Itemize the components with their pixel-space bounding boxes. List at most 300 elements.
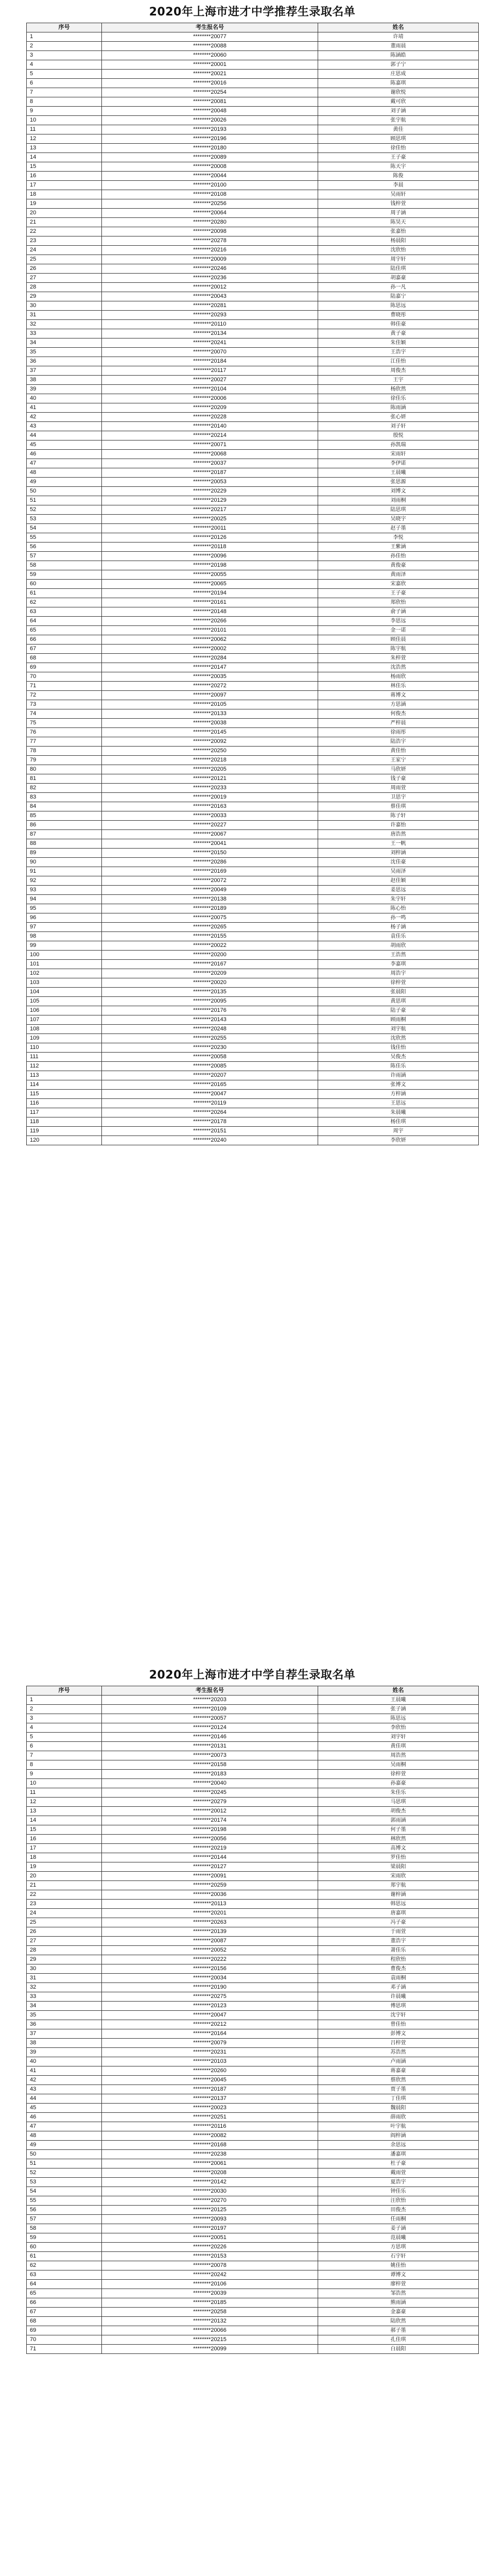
row-seq: 54 (27, 2187, 102, 2196)
row-seq: 38 (27, 376, 102, 385)
row-reg-no: ********20203 (102, 1696, 318, 1705)
row-seq: 66 (27, 635, 102, 645)
row-reg-no: ********20151 (102, 1127, 318, 1136)
table-row (27, 923, 479, 932)
table-row (27, 440, 479, 450)
row-seq: 34 (27, 338, 102, 348)
row-name: 唐浩然 (318, 830, 479, 839)
row-reg-no: ********20002 (102, 645, 318, 654)
row-seq: 20 (27, 1872, 102, 1881)
row-seq: 33 (27, 1992, 102, 2002)
row-seq: 24 (27, 246, 102, 255)
row-name: 廖梓萱 (318, 2280, 479, 2289)
row-seq: 10 (27, 116, 102, 125)
row-name: 高博文 (318, 1844, 479, 1853)
row-reg-no: ********20215 (102, 2335, 318, 2345)
row-name: 陈涵皓 (318, 51, 479, 60)
header-name: 姓名 (318, 23, 479, 32)
row-seq: 17 (27, 181, 102, 190)
row-seq: 19 (27, 199, 102, 209)
row-reg-no: ********20254 (102, 88, 318, 97)
table-row (27, 969, 479, 978)
row-seq: 29 (27, 1955, 102, 1964)
row-seq: 6 (27, 79, 102, 88)
row-seq: 34 (27, 2002, 102, 2011)
row-reg-no: ********20140 (102, 422, 318, 431)
row-reg-no: ********20057 (102, 1714, 318, 1723)
table-row (27, 811, 479, 821)
row-seq: 106 (27, 1006, 102, 1015)
table-row (27, 79, 479, 88)
row-reg-no: ********20142 (102, 2178, 318, 2187)
row-reg-no: ********20156 (102, 1964, 318, 1974)
row-seq: 16 (27, 172, 102, 181)
row-seq: 12 (27, 134, 102, 144)
table-row (27, 274, 479, 283)
row-reg-no: ********20025 (102, 515, 318, 524)
table-row (27, 1825, 479, 1835)
row-name: 何子墨 (318, 1825, 479, 1835)
row-name: 邹浩然 (318, 2289, 479, 2298)
row-reg-no: ********20226 (102, 2243, 318, 2252)
row-name: 卢雨涵 (318, 2057, 479, 2066)
row-reg-no: ********20134 (102, 329, 318, 338)
row-reg-no: ********20275 (102, 1992, 318, 2002)
row-seq: 103 (27, 978, 102, 988)
row-reg-no: ********20016 (102, 79, 318, 88)
row-reg-no: ********20085 (102, 1062, 318, 1071)
row-seq: 45 (27, 440, 102, 450)
row-seq: 64 (27, 2280, 102, 2289)
row-seq: 79 (27, 756, 102, 765)
row-name: 沈宇轩 (318, 2011, 479, 2020)
row-seq: 62 (27, 598, 102, 607)
table-row (27, 1992, 479, 2002)
table-row (27, 1062, 479, 1071)
table-row (27, 1779, 479, 1788)
row-seq: 78 (27, 747, 102, 756)
row-seq: 52 (27, 505, 102, 515)
row-reg-no: ********20101 (102, 626, 318, 635)
row-seq: 111 (27, 1053, 102, 1062)
header-name: 姓名 (318, 1686, 479, 1696)
row-name: 周雨萱 (318, 784, 479, 793)
row-reg-no: ********20027 (102, 376, 318, 385)
row-reg-no: ********20231 (102, 2048, 318, 2057)
row-seq: 21 (27, 218, 102, 227)
row-reg-no: ********20259 (102, 1881, 318, 1890)
table-row (27, 747, 479, 756)
row-name: 方梓涵 (318, 1090, 479, 1099)
row-seq: 31 (27, 311, 102, 320)
row-seq: 5 (27, 70, 102, 79)
row-seq: 36 (27, 357, 102, 366)
row-name: 薛雨欣 (318, 2113, 479, 2122)
row-name: 石宇轩 (318, 2252, 479, 2261)
row-reg-no: ********20212 (102, 2020, 318, 2029)
table-row (27, 172, 479, 181)
table-row (27, 505, 479, 515)
row-seq: 25 (27, 1918, 102, 1927)
row-name: 蔡欣然 (318, 2076, 479, 2085)
row-reg-no: ********20039 (102, 2289, 318, 2298)
row-name: 孙嘉豪 (318, 1779, 479, 1788)
row-reg-no: ********20105 (102, 700, 318, 709)
row-name: 姜思远 (318, 886, 479, 895)
row-name: 刘子轩 (318, 422, 479, 431)
row-seq: 50 (27, 487, 102, 496)
table-row (27, 626, 479, 635)
table-row (27, 2085, 479, 2094)
row-seq: 88 (27, 839, 102, 849)
row-name: 姚佳怡 (318, 2261, 479, 2270)
row-name: 苏浩然 (318, 2048, 479, 2057)
table-row (27, 450, 479, 459)
table-row (27, 728, 479, 737)
row-name: 李思远 (318, 617, 479, 626)
row-seq: 56 (27, 2206, 102, 2215)
row-seq: 52 (27, 2168, 102, 2178)
row-name: 李悦 (318, 533, 479, 543)
table-row (27, 709, 479, 719)
row-seq: 2 (27, 42, 102, 51)
table-row (27, 524, 479, 533)
row-seq: 71 (27, 2345, 102, 2354)
row-reg-no: ********20280 (102, 218, 318, 227)
row-seq: 65 (27, 626, 102, 635)
row-name: 张晨阳 (318, 988, 479, 997)
row-name: 许雨涵 (318, 1071, 479, 1080)
table-row (27, 2215, 479, 2224)
table-row (27, 144, 479, 153)
table-row (27, 320, 479, 329)
table-row (27, 394, 479, 403)
row-seq: 48 (27, 2131, 102, 2141)
table-row (27, 1043, 479, 1053)
row-name: 马思琪 (318, 1798, 479, 1807)
row-reg-no: ********20219 (102, 1844, 318, 1853)
table-row (27, 1080, 479, 1090)
row-reg-no: ********20060 (102, 51, 318, 60)
row-seq: 45 (27, 2104, 102, 2113)
row-name: 郑宇航 (318, 1881, 479, 1890)
row-reg-no: ********20079 (102, 2039, 318, 2048)
table-row (27, 2048, 479, 2057)
row-reg-no: ********20198 (102, 561, 318, 570)
row-reg-no: ********20038 (102, 719, 318, 728)
table-row (27, 2066, 479, 2076)
row-reg-no: ********20153 (102, 2252, 318, 2261)
row-seq: 53 (27, 2178, 102, 2187)
row-reg-no: ********20143 (102, 1015, 318, 1025)
row-seq: 48 (27, 468, 102, 478)
row-seq: 96 (27, 913, 102, 923)
row-seq: 107 (27, 1015, 102, 1025)
row-name: 周浩然 (318, 1751, 479, 1760)
row-reg-no: ********20061 (102, 2159, 318, 2168)
row-seq: 70 (27, 2335, 102, 2345)
row-reg-no: ********20081 (102, 97, 318, 107)
row-seq: 47 (27, 2122, 102, 2131)
row-reg-no: ********20228 (102, 413, 318, 422)
row-name: 赵子墨 (318, 524, 479, 533)
row-reg-no: ********20109 (102, 1705, 318, 1714)
row-name: 杜子豪 (318, 2159, 479, 2168)
row-seq: 101 (27, 960, 102, 969)
row-seq: 85 (27, 811, 102, 821)
row-name: 杨雨欣 (318, 672, 479, 682)
row-seq: 115 (27, 1090, 102, 1099)
row-reg-no: ********20216 (102, 246, 318, 255)
row-name: 黄雨泽 (318, 570, 479, 580)
table-row (27, 366, 479, 376)
row-seq: 1 (27, 32, 102, 42)
row-name: 宋雨轩 (318, 450, 479, 459)
row-seq: 95 (27, 904, 102, 913)
row-name: 马欣妍 (318, 765, 479, 774)
table-row (27, 941, 479, 951)
row-reg-no: ********20241 (102, 338, 318, 348)
table-row (27, 793, 479, 802)
table-row (27, 2104, 479, 2113)
row-seq: 27 (27, 274, 102, 283)
row-reg-no: ********20108 (102, 190, 318, 199)
table-row (27, 255, 479, 264)
table-row (27, 858, 479, 867)
row-name: 陈嘉琪 (318, 79, 479, 88)
row-seq: 28 (27, 283, 102, 292)
row-reg-no: ********20078 (102, 2261, 318, 2270)
table-row (27, 1844, 479, 1853)
row-seq: 4 (27, 1723, 102, 1733)
row-name: 朱晨曦 (318, 1108, 479, 1117)
row-name: 赵佳颖 (318, 876, 479, 886)
row-seq: 80 (27, 765, 102, 774)
section-title: 2020年上海市进才中学自荐生录取名单 (149, 1669, 356, 1682)
row-seq: 10 (27, 1779, 102, 1788)
row-name: 朱梓萱 (318, 654, 479, 663)
row-name: 刘梓涵 (318, 849, 479, 858)
table-row (27, 1881, 479, 1890)
row-seq: 20 (27, 209, 102, 218)
row-reg-no: ********20218 (102, 756, 318, 765)
row-reg-no: ********20041 (102, 839, 318, 849)
row-name: 徐雨彤 (318, 728, 479, 737)
row-name: 顾雨桐 (318, 1015, 479, 1025)
table-row (27, 97, 479, 107)
row-seq: 6 (27, 1742, 102, 1751)
row-name: 戴雨萱 (318, 2168, 479, 2178)
row-name: 吴雨泽 (318, 867, 479, 876)
row-name: 黄子豪 (318, 329, 479, 338)
table-row (27, 932, 479, 941)
table-row (27, 515, 479, 524)
row-name: 杨晨阳 (318, 236, 479, 246)
row-seq: 3 (27, 1714, 102, 1723)
row-name: 董雨晨 (318, 42, 479, 51)
row-reg-no: ********20055 (102, 570, 318, 580)
table-row (27, 2196, 479, 2206)
row-name: 王晨曦 (318, 468, 479, 478)
row-name: 宋雨欣 (318, 1872, 479, 1881)
table-row (27, 2150, 479, 2159)
table-row (27, 2233, 479, 2243)
row-name: 宋嘉欣 (318, 580, 479, 589)
row-reg-no: ********20208 (102, 2168, 318, 2178)
row-seq: 17 (27, 1844, 102, 1853)
row-name: 张宇航 (318, 116, 479, 125)
row-reg-no: ********20158 (102, 1760, 318, 1770)
table-row (27, 1751, 479, 1760)
row-name: 朱佳颖 (318, 338, 479, 348)
row-reg-no: ********20185 (102, 2298, 318, 2308)
row-reg-no: ********20229 (102, 487, 318, 496)
row-name: 于雨萱 (318, 1927, 479, 1937)
row-seq: 69 (27, 663, 102, 672)
row-reg-no: ********20279 (102, 1798, 318, 1807)
row-seq: 22 (27, 227, 102, 236)
row-reg-no: ********20127 (102, 1862, 318, 1872)
table-row (27, 199, 479, 209)
row-reg-no: ********20116 (102, 2122, 318, 2131)
table-header-row (27, 1686, 479, 1696)
table-row (27, 1890, 479, 1900)
row-name: 魏晨阳 (318, 2104, 479, 2113)
table-row (27, 1006, 479, 1015)
row-seq: 30 (27, 301, 102, 311)
row-name: 朱佳乐 (318, 1788, 479, 1798)
table-row (27, 1696, 479, 1705)
row-reg-no: ********20236 (102, 274, 318, 283)
row-reg-no: ********20250 (102, 747, 318, 756)
row-seq: 9 (27, 1770, 102, 1779)
row-seq: 13 (27, 1807, 102, 1816)
row-name: 钱佳怡 (318, 1043, 479, 1053)
row-name: 黄俊豪 (318, 561, 479, 570)
row-seq: 18 (27, 190, 102, 199)
row-name: 陈佳乐 (318, 1062, 479, 1071)
table-row (27, 978, 479, 988)
row-name: 唐嘉琪 (318, 1909, 479, 1918)
row-seq: 63 (27, 2270, 102, 2280)
row-name: 孔佳琪 (318, 2335, 479, 2345)
row-name: 李嘉琪 (318, 960, 479, 969)
table-row (27, 1872, 479, 1881)
row-seq: 3 (27, 51, 102, 60)
row-reg-no: ********20227 (102, 821, 318, 830)
row-reg-no: ********20045 (102, 2076, 318, 2085)
row-reg-no: ********20132 (102, 2317, 318, 2326)
row-name: 张嘉怡 (318, 227, 479, 236)
row-seq: 15 (27, 1825, 102, 1835)
row-reg-no: ********20001 (102, 60, 318, 70)
table-row (27, 2317, 479, 2326)
row-reg-no: ********20012 (102, 283, 318, 292)
row-name: 王宇 (318, 376, 479, 385)
row-seq: 113 (27, 1071, 102, 1080)
table-row (27, 663, 479, 672)
table-row (27, 2011, 479, 2020)
row-name: 蒋嘉豪 (318, 2066, 479, 2076)
row-reg-no: ********20251 (102, 2113, 318, 2122)
table-row (27, 1835, 479, 1844)
row-name: 周宇 (318, 1127, 479, 1136)
table-row (27, 1964, 479, 1974)
row-reg-no: ********20222 (102, 1955, 318, 1964)
row-reg-no: ********20129 (102, 496, 318, 505)
row-name: 汪欣怡 (318, 2196, 479, 2206)
table-row (27, 1117, 479, 1127)
row-seq: 42 (27, 413, 102, 422)
row-reg-no: ********20012 (102, 1807, 318, 1816)
row-reg-no: ********20139 (102, 1927, 318, 1937)
row-reg-no: ********20183 (102, 1770, 318, 1779)
table-row (27, 107, 479, 116)
row-seq: 68 (27, 654, 102, 663)
table-row (27, 2057, 479, 2066)
table-row (27, 672, 479, 682)
row-name: 张心妍 (318, 413, 479, 422)
row-seq: 98 (27, 932, 102, 941)
table-row (27, 2326, 479, 2335)
row-seq: 60 (27, 2243, 102, 2252)
row-seq: 49 (27, 2141, 102, 2150)
row-reg-no: ********20209 (102, 969, 318, 978)
row-reg-no: ********20021 (102, 70, 318, 79)
row-seq: 51 (27, 2159, 102, 2168)
row-seq: 116 (27, 1099, 102, 1108)
row-name: 熊雨涵 (318, 2298, 479, 2308)
row-name: 刘雨桐 (318, 496, 479, 505)
row-reg-no: ********20187 (102, 2085, 318, 2094)
table-row (27, 1723, 479, 1733)
table-row (27, 533, 479, 543)
row-name: 王紫涵 (318, 543, 479, 552)
row-name: 徐佳怡 (318, 144, 479, 153)
row-seq: 15 (27, 162, 102, 172)
row-seq: 50 (27, 2150, 102, 2159)
row-seq: 112 (27, 1062, 102, 1071)
table-row (27, 2039, 479, 2048)
row-reg-no: ********20066 (102, 2326, 318, 2335)
row-seq: 105 (27, 997, 102, 1006)
row-reg-no: ********20091 (102, 1872, 318, 1881)
row-reg-no: ********20040 (102, 1779, 318, 1788)
row-reg-no: ********20019 (102, 793, 318, 802)
row-reg-no: ********20155 (102, 932, 318, 941)
row-reg-no: ********20180 (102, 144, 318, 153)
row-reg-no: ********20200 (102, 951, 318, 960)
row-name: 孙凯瑞 (318, 440, 479, 450)
row-name: 陈昊天 (318, 218, 479, 227)
row-name: 许靖 (318, 32, 479, 42)
row-name: 方思琪 (318, 2243, 479, 2252)
row-name: 孙一鸣 (318, 913, 479, 923)
row-seq: 8 (27, 97, 102, 107)
row-reg-no: ********20201 (102, 1909, 318, 1918)
table-row (27, 1108, 479, 1117)
table-row (27, 1015, 479, 1025)
row-name: 姜子涵 (318, 2224, 479, 2233)
row-seq: 73 (27, 700, 102, 709)
row-name: 李欣怡 (318, 1723, 479, 1733)
row-name: 郝子墨 (318, 2326, 479, 2335)
table-row (27, 839, 479, 849)
table-row (27, 1798, 479, 1807)
table-row (27, 830, 479, 839)
row-name: 吴俊杰 (318, 1053, 479, 1062)
row-name: 俞子涵 (318, 607, 479, 617)
